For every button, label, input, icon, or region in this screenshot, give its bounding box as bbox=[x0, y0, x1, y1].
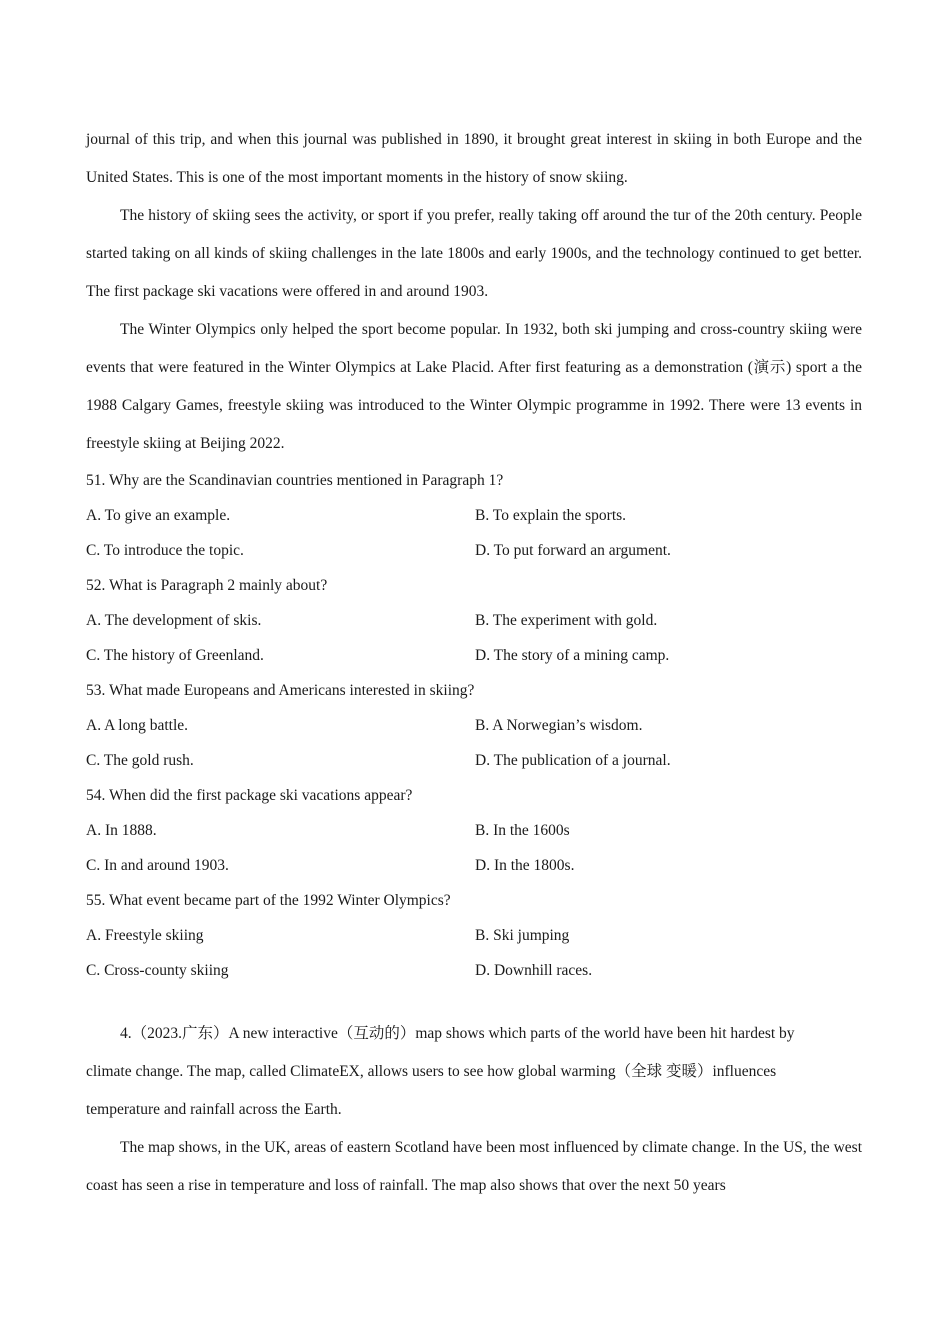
option-a: A. The development of skis. bbox=[86, 612, 262, 629]
options-row bbox=[86, 848, 862, 883]
paragraph-3: The Winter Olympics only helped the sport become popular. In 1932, both ski jumping and cross-country skiing were events that were featured in the Winter Olympics at Lake Placid. After first featuring as a demonstration (演示) sport a the 1988 Calgary Games, freestyle skiing was introduced to the Winter Olympic programme in 1992. There were 13 events in freestyle skiing at Beijing 2022. bbox=[86, 321, 862, 452]
paragraph-2: The history of skiing sees the activity, or sport if you prefer, really taking off around the tur of the 20th century. People started taking on all kinds of skiing challenges in the late 1800s and early 1900s, and the technology continued to get better. The first package ski vacations were offered in and around 1903. bbox=[86, 207, 862, 300]
options-row bbox=[86, 603, 862, 638]
option-a: A. To give an example. bbox=[86, 507, 231, 524]
option-a: A. In 1888. bbox=[86, 822, 157, 839]
passage-4-line-1: 4.（2023.广东）A new interactive（互动的）map shows which parts of the world have been hit hardest by bbox=[120, 1025, 795, 1042]
options-row bbox=[86, 813, 862, 848]
passage-4 bbox=[86, 1015, 862, 1205]
option-d: D. The publication of a journal. bbox=[475, 752, 671, 769]
question-53 bbox=[86, 673, 862, 778]
option-c: C. In and around 1903. bbox=[86, 857, 229, 874]
option-d: D. Downhill races. bbox=[475, 962, 593, 979]
option-c: C. The history of Greenland. bbox=[86, 647, 264, 664]
option-b: B. A Norwegian’s wisdom. bbox=[475, 717, 643, 734]
question-52 bbox=[86, 568, 862, 673]
options-row bbox=[86, 498, 862, 533]
option-b: B. To explain the sports. bbox=[475, 507, 627, 524]
question-54 bbox=[86, 778, 862, 883]
options-row bbox=[86, 533, 862, 568]
options-row bbox=[86, 638, 862, 673]
question-stem: 55. What event became part of the 1992 Winter Olympics? bbox=[86, 892, 451, 909]
passage-4-line-3: temperature and rainfall across the Earth. bbox=[86, 1101, 342, 1118]
option-c: C. To introduce the topic. bbox=[86, 542, 244, 559]
option-b: B. Ski jumping bbox=[475, 927, 570, 944]
option-a: A. Freestyle skiing bbox=[86, 927, 204, 944]
passage-4-line-2: climate change. The map, called ClimateEX, allows users to see how global warming（全球 变暖）influences bbox=[86, 1063, 777, 1080]
question-stem: 53. What made Europeans and Americans interested in skiing? bbox=[86, 682, 475, 699]
options-row bbox=[86, 953, 862, 988]
option-b: B. The experiment with gold. bbox=[475, 612, 658, 629]
document-content bbox=[86, 121, 862, 1205]
question-stem: 52. What is Paragraph 2 mainly about? bbox=[86, 577, 328, 594]
option-d: D. In the 1800s. bbox=[475, 857, 575, 874]
question-55 bbox=[86, 883, 862, 988]
passage-4-paragraph-2: The map shows, in the UK, areas of eastern Scotland have been most influenced by climate change. In the US, the west coast has seen a rise in temperature and loss of rainfall. The map also shows that over the next 50 years bbox=[86, 1139, 862, 1194]
option-c: C. The gold rush. bbox=[86, 752, 194, 769]
section-gap bbox=[86, 988, 862, 1015]
paragraph-1: journal of this trip, and when this journal was published in 1890, it brought great interest in skiing in both Europe and the United States. This is one of the most important moments in the history of snow skiing. bbox=[86, 131, 862, 186]
options-row bbox=[86, 708, 862, 743]
options-row bbox=[86, 743, 862, 778]
question-51 bbox=[86, 463, 862, 568]
option-c: C. Cross-county skiing bbox=[86, 962, 229, 979]
options-row bbox=[86, 918, 862, 953]
question-stem: 54. When did the first package ski vacations appear? bbox=[86, 787, 413, 804]
option-b: B. In the 1600s bbox=[475, 822, 570, 839]
question-stem: 51. Why are the Scandinavian countries mentioned in Paragraph 1? bbox=[86, 472, 504, 489]
option-d: D. The story of a mining camp. bbox=[475, 647, 670, 664]
option-a: A. A long battle. bbox=[86, 717, 189, 734]
option-d: D. To put forward an argument. bbox=[475, 542, 671, 559]
